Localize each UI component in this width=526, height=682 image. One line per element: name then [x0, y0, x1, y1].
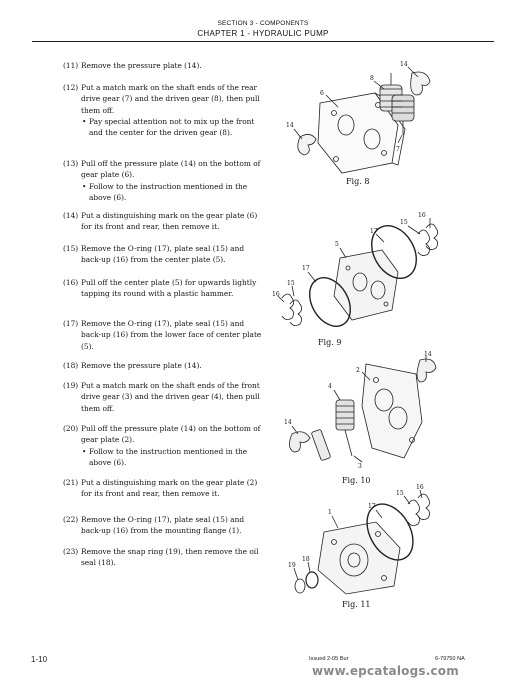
fig11-callout-19: 19 [288, 562, 296, 569]
step-number: (13) [63, 159, 79, 168]
step-15 [63, 243, 263, 266]
figure-8-drawing [280, 55, 455, 185]
fig11-callout-1: 1 [328, 509, 332, 516]
step-text: Pull off the pressure plate (14) on the bottom of gear plate (6). [81, 159, 261, 180]
figure-10 [280, 350, 455, 485]
fig9-callout-16-left: 16 [272, 291, 280, 298]
figure-10-drawing [280, 350, 455, 470]
fig11-callout-17: 17 [368, 503, 376, 510]
fig9-callout-16-top: 16 [418, 212, 426, 219]
fig11-callout-16: 16 [416, 484, 424, 491]
figure-9-caption: Fig. 9 [318, 338, 342, 347]
step-text: Put a distinguishing mark on the gear plate (2) for its front and rear, then remove it. [81, 478, 258, 499]
fig8-callout-8: 8 [370, 75, 374, 82]
step-text: Put a match mark on the shaft ends of the front drive gear (3) and the driven gear (4), then pull them off. [81, 381, 260, 413]
figure-11 [284, 482, 459, 609]
document-code: 6-79750 NA [435, 656, 465, 662]
fig10-callout-14-top: 14 [424, 351, 432, 358]
step-text: Remove the O-ring (17), plate seal (15) and back-up (16) from the center plate (5). [81, 244, 245, 265]
step-text: Put a match mark on the shaft ends of the rear drive gear (7) and the driven gear (8), then pull them off. [81, 83, 260, 115]
step-13 [63, 158, 263, 203]
chapter-title: CHAPTER 1 - HYDRAULIC PUMP [197, 29, 329, 38]
fig8-callout-6: 6 [320, 90, 324, 97]
figure-10-caption: Fig. 10 [342, 476, 371, 485]
header-divider [32, 41, 494, 42]
step-17 [63, 318, 263, 352]
step-12 [63, 82, 263, 138]
step-number: (17) [63, 319, 79, 328]
figure-9 [272, 210, 452, 347]
fig9-callout-15-left: 15 [287, 280, 295, 287]
fig8-callout-7: 7 [396, 146, 400, 153]
step-text: Remove the O-ring (17), plate seal (15) and back-up (16) from the mounting flange (1). [81, 515, 245, 536]
fig11-callout-18: 18 [302, 556, 310, 563]
step-note: • Follow to the instruction mentioned in the above (6). [63, 181, 263, 204]
fig11-callout-15: 15 [396, 490, 404, 497]
step-14 [63, 210, 263, 233]
step-21 [63, 477, 263, 500]
step-text: Remove the pressure plate (14). [81, 61, 202, 70]
fig8-callout-14-left: 14 [286, 122, 294, 129]
step-22 [63, 514, 263, 537]
step-text: Remove the snap ring (19), then remove the oil seal (18). [81, 547, 259, 568]
step-note: • Pay special attention not to mix up the front and the center for the driven gear (8). [63, 116, 263, 139]
step-number: (14) [63, 211, 79, 220]
issue-date: Issued 2-05 Bur [309, 656, 349, 662]
fig10-callout-14-left: 14 [284, 419, 292, 426]
section-title: SECTION 3 - COMPONENTS [217, 20, 309, 27]
step-text: Remove the pressure plate (14). [81, 361, 202, 370]
fig9-callout-15-top: 15 [400, 219, 408, 226]
fig9-callout-5: 5 [335, 241, 339, 248]
step-number: (19) [63, 381, 79, 390]
figure-11-caption: Fig. 11 [342, 600, 371, 609]
fig9-callout-17-top: 17 [370, 228, 378, 235]
step-number: (15) [63, 244, 79, 253]
step-number: (12) [63, 83, 79, 92]
figure-8 [280, 55, 455, 185]
step-text: Remove the O-ring (17), plate seal (15) and back-up (16) from the lower face of center plate (5). [81, 319, 262, 351]
step-text: Pull off the center plate (5) for upwards lightly tapping its round with a plastic hammer. [81, 278, 257, 299]
step-number: (18) [63, 361, 79, 370]
step-19 [63, 380, 263, 414]
step-number: (16) [63, 278, 79, 287]
figure-9-drawing [272, 210, 452, 335]
step-number: (11) [63, 61, 79, 70]
fig9-callout-17-left: 17 [302, 265, 310, 272]
figure-11-drawing [284, 482, 459, 597]
step-18 [63, 360, 263, 371]
step-text: Pull off the pressure plate (14) on the bottom of gear plate (2). [81, 424, 261, 445]
step-20 [63, 423, 263, 468]
step-number: (23) [63, 547, 79, 556]
step-23 [63, 546, 263, 569]
fig10-callout-4: 4 [328, 383, 332, 390]
fig10-callout-3: 3 [358, 463, 362, 470]
page-number: 1-10 [31, 655, 48, 664]
step-note: • Follow to the instruction mentioned in the above (6). [63, 446, 263, 469]
step-text: Put a distinguishing mark on the gear plate (6) for its front and rear, then remove it. [81, 211, 258, 232]
step-16 [63, 277, 263, 300]
step-number: (20) [63, 424, 79, 433]
step-number: (22) [63, 515, 79, 524]
step-11 [63, 60, 263, 71]
fig8-callout-14-top: 14 [400, 61, 408, 68]
fig10-callout-2: 2 [356, 367, 360, 374]
figure-8-caption: Fig. 8 [346, 177, 370, 186]
watermark: www.epcatalogs.com [312, 664, 459, 678]
step-number: (21) [63, 478, 79, 487]
